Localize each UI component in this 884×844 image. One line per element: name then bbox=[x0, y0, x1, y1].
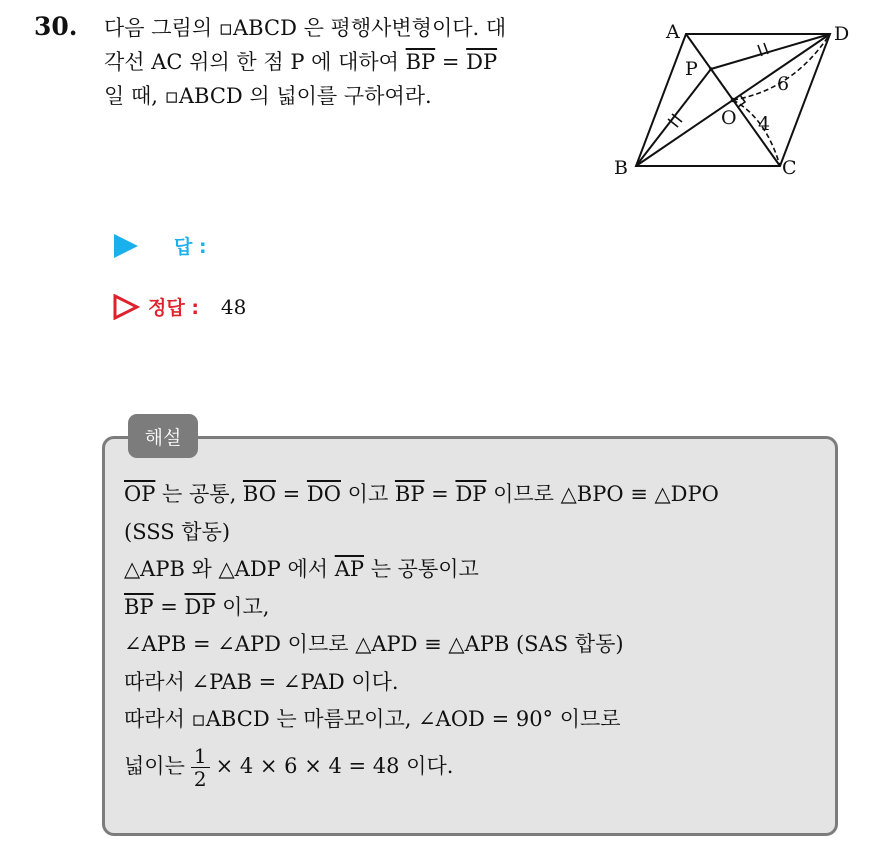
segment-dp: $\overline{DP}$ bbox=[466, 50, 498, 74]
solution-line-1 bbox=[124, 476, 829, 514]
solution-line-7: 따라서 ▫ABCD 는 마름모이고, ∠AOD = 90° 이므로 bbox=[124, 707, 621, 731]
text: = bbox=[153, 594, 185, 619]
segment-bp: $\overline{BP}$ bbox=[405, 50, 436, 74]
question-line-2-prefix: 각선 AC 위의 한 점 P 에 대하여 bbox=[104, 50, 406, 74]
play-arrow-icon bbox=[112, 233, 140, 259]
seg-ap: $\overline{AP}$ bbox=[334, 557, 365, 581]
fraction-numerator: 1 bbox=[191, 745, 210, 768]
label-six: 6 bbox=[777, 73, 790, 95]
seg-bo: $\overline{BO}$ bbox=[242, 482, 276, 506]
label-a: A bbox=[666, 21, 680, 43]
solution-line-3 bbox=[124, 551, 829, 589]
text: × 4 × 6 × 4 = 48 이다. bbox=[215, 753, 454, 778]
label-p: P bbox=[685, 58, 698, 80]
fraction-denominator: 2 bbox=[193, 766, 207, 791]
solution-body bbox=[124, 476, 829, 790]
solution-line-6: 따라서 ∠PAB = ∠PAD 이다. bbox=[124, 669, 399, 694]
text: △APB 와 △ADP 에서 bbox=[124, 557, 335, 581]
text: 넓이는 bbox=[124, 753, 185, 778]
question-line-3: 일 때, ▫ABCD 의 넓이를 구하여라. bbox=[104, 84, 432, 108]
seg-dp: $\overline{DP}$ bbox=[184, 594, 216, 619]
outline-arrow-icon bbox=[112, 294, 140, 320]
question-line-1: 다음 그림의 ▫ABCD 은 평행사변형이다. 대 bbox=[104, 16, 507, 40]
answer-label: 답 : bbox=[174, 236, 207, 258]
seg-bp: $\overline{BP}$ bbox=[394, 482, 425, 506]
question-line-2 bbox=[104, 45, 604, 79]
segment-dp-line bbox=[711, 34, 830, 69]
label-c: C bbox=[782, 157, 797, 179]
seg-bp: $\overline{BP}$ bbox=[124, 594, 154, 619]
text: 는 공통, bbox=[155, 482, 243, 506]
label-o: O bbox=[721, 107, 737, 129]
seg-dp: $\overline{DP}$ bbox=[455, 482, 487, 506]
label-b: B bbox=[614, 157, 628, 179]
answer-row bbox=[112, 232, 207, 259]
text: = bbox=[275, 482, 307, 506]
solution-line-2: (SSS 합동) bbox=[124, 519, 231, 544]
parallelogram-figure bbox=[608, 18, 856, 182]
point-p bbox=[709, 67, 713, 71]
fraction-one-half bbox=[191, 745, 210, 790]
seg-op: $\overline{OP}$ bbox=[124, 482, 156, 506]
solution-line-8 bbox=[124, 745, 829, 790]
text: 이므로 △BPO ≡ △DPO bbox=[486, 482, 719, 506]
question-text bbox=[104, 11, 604, 113]
correct-answer-row bbox=[112, 293, 246, 320]
label-d: D bbox=[834, 23, 850, 45]
correct-answer-label: 정답 : bbox=[148, 297, 199, 319]
segment-bp-line bbox=[636, 69, 711, 166]
text: 이고, bbox=[215, 594, 270, 619]
solution-line-5: ∠APB = ∠APD 이므로 △APD ≡ △APB (SAS 합동) bbox=[124, 632, 624, 656]
point-o bbox=[731, 98, 735, 102]
question-number: 30. bbox=[34, 12, 78, 41]
label-four: 4 bbox=[758, 113, 771, 135]
correct-answer-value: 48 bbox=[220, 294, 247, 319]
text: 는 공통이고 bbox=[364, 557, 479, 581]
solution-tab-label: 해설 bbox=[144, 426, 182, 449]
equals-sign: = bbox=[435, 50, 467, 74]
solution-tab bbox=[128, 414, 198, 458]
solution-line-4 bbox=[124, 589, 829, 627]
seg-do: $\overline{DO}$ bbox=[306, 482, 341, 506]
text: 이고 bbox=[340, 482, 395, 506]
text: = bbox=[424, 482, 456, 506]
